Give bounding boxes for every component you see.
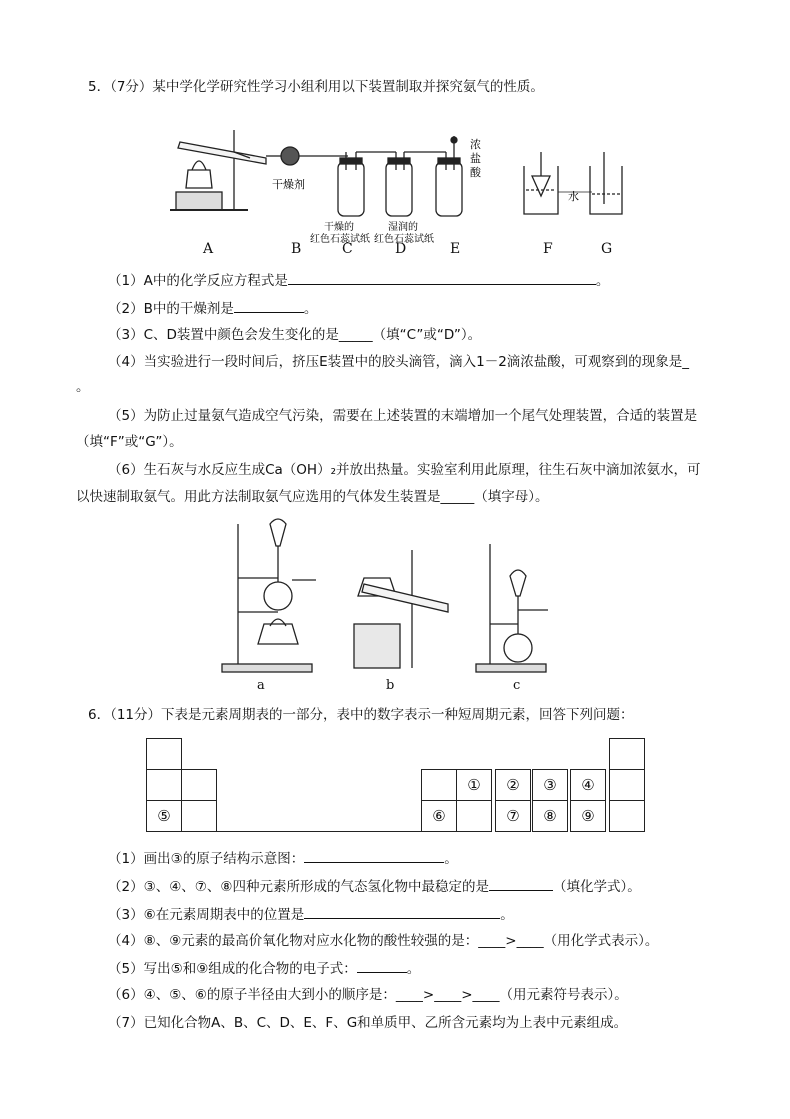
water-label: 水 [568,190,579,203]
letter-g: G [601,241,613,257]
q6-item-3: （3）⑥在元素周期表中的位置是 。 [108,904,514,924]
q6-item-5: （5）写出⑤和⑨组成的化合物的电子式： 。 [108,958,420,978]
table-cell-4: ④ [570,769,606,801]
table-cell-5: ⑤ [146,800,182,832]
conc-acid-label-3: 酸 [470,166,481,179]
table-cell-9: ⑨ [570,800,606,832]
letter-c: C [342,241,353,257]
answer-blank[interactable] [489,876,553,891]
letter-d: D [395,241,407,257]
q5-item-4: （4）当实验进行一段时间后，挤压E装置中的胶头滴管，滴入1－2滴浓盐酸，可观察到的现象是_ [108,354,690,370]
letter-b: B [291,241,302,257]
setup-letter-a: a [257,678,265,693]
q5-item-2: （2）B中的干燥剂是 。 [108,298,317,318]
q6-item-1: （1）画出③的原子结构示意图： 。 [108,848,458,868]
answer-blank[interactable] [304,904,500,919]
table-cell-7: ⑦ [495,800,531,832]
wet-paper-label-1: 湿润的 [388,222,418,233]
answer-blank[interactable] [288,270,596,285]
q5-item-1: （1）A中的化学反应方程式是 。 [108,270,609,290]
table-cell [181,769,217,801]
table-cell [609,738,645,770]
wet-paper-label-2: 红色石蕊试纸 [374,234,434,245]
q5-item-6: （6）生石灰与水反应生成Ca（OH）₂并放出热量。实验室利用此原理，往生石灰中滴加浓氨水，可 [108,462,701,478]
q5-title: 5．（7分）某中学化学研究性学习小组利用以下装置制取并探究氨气的性质。 [88,79,544,95]
q5-item-3: （3）C、D装置中颜色会发生变化的是_____（填“C”或“D”）。 [108,327,482,343]
answer-blank[interactable] [234,298,304,313]
q5-item-5-end: （填“F”或“G”）。 [76,434,183,450]
letter-f: F [543,241,553,257]
table-cell [421,769,457,801]
letter-e: E [450,241,461,257]
conc-acid-label-2: 盐 [470,152,481,165]
table-cell [456,800,492,832]
table-cell-2: ② [495,769,531,801]
q5-item-6-end: 以快速制取氨气。用此方法制取氨气应选用的气体发生装置是_____（填字母）。 [76,489,549,505]
table-cell [181,800,217,832]
table-cell-6: ⑥ [421,800,457,832]
letter-a: A [203,241,214,257]
dry-paper-label-1: 干燥的 [324,222,354,233]
table-cell [146,738,182,770]
setup-letter-b: b [386,678,395,693]
answer-blank[interactable] [357,958,407,973]
gas-generator-setups-diagram [218,514,558,678]
q5-item-4-end: 。 [76,379,90,395]
conc-acid-label-1: 浓 [470,138,481,151]
table-cell-3: ③ [532,769,568,801]
drying-agent-label: 干燥剂 [272,178,305,191]
table-gap-border [216,831,422,832]
q6-item-7: （7）已知化合物A、B、C、D、E、F、G和单质甲、乙所含元素均为上表中元素组成。 [108,1015,628,1031]
table-cell [609,769,645,801]
q6-title: 6．（11分）下表是元素周期表的一部分，表中的数字表示一种短周期元素，回答下列问题： [88,707,634,723]
q6-item-4: （4）⑧、⑨元素的最高价氧化物对应水化物的酸性较强的是：____>____（用化学式表示）。 [108,933,659,949]
dry-paper-label-2: 红色石蕊试纸 [310,234,370,245]
q6-item-2: （2）③、④、⑦、⑧四种元素所形成的气态氢化物中最稳定的是 （填化学式）。 [108,876,641,896]
table-cell [146,769,182,801]
table-cell [609,800,645,832]
q6-item-6: （6）④、⑤、⑥的原子半径由大到小的顺序是：____>____>____（用元素符号表示）。 [108,987,628,1003]
table-cell-8: ⑧ [532,800,568,832]
table-cell-1: ① [456,769,492,801]
q5-item-5: （5）为防止过量氨气造成空气污染，需要在上述装置的末端增加一个尾气处理装置，合适的装置是 [108,408,698,424]
answer-blank[interactable] [304,848,444,863]
setup-letter-c: c [513,678,521,693]
